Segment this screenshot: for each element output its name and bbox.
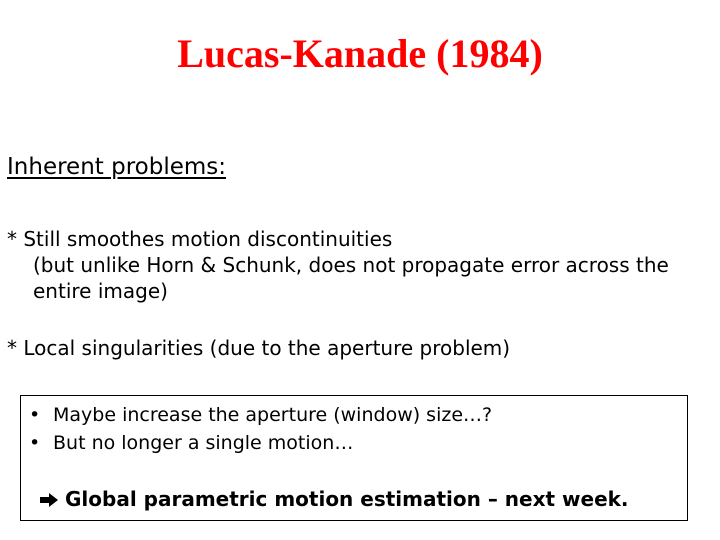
bullet-dot-icon: • bbox=[29, 432, 41, 454]
solution-bullet-text: But no longer a single motion… bbox=[53, 432, 354, 454]
problem-point-smoothing-line2: (but unlike Horn & Schunk, does not propagate error across the bbox=[33, 253, 669, 277]
conclusion-text: Global parametric motion estimation – next week. bbox=[65, 487, 629, 511]
problem-point-smoothing bbox=[7, 226, 669, 304]
problem-point-singularities bbox=[7, 335, 510, 361]
conclusion-line bbox=[39, 486, 629, 514]
solution-bullet-single-motion bbox=[29, 430, 353, 456]
solutions-box bbox=[20, 395, 688, 521]
solution-bullet-aperture bbox=[29, 402, 492, 428]
bullet-dot-icon: • bbox=[29, 404, 41, 426]
section-heading: Inherent problems: bbox=[7, 154, 226, 180]
problem-point-singularities-line1: * Local singularities (due to the aperture problem) bbox=[7, 336, 511, 360]
solution-bullet-text: Maybe increase the aperture (window) size…? bbox=[53, 404, 493, 426]
problem-point-smoothing-line3: entire image) bbox=[33, 279, 168, 303]
slide-title: Lucas-Kanade (1984) bbox=[177, 31, 543, 76]
right-arrow-icon bbox=[39, 488, 65, 514]
problem-point-smoothing-line1: * Still smoothes motion discontinuities bbox=[7, 227, 393, 251]
